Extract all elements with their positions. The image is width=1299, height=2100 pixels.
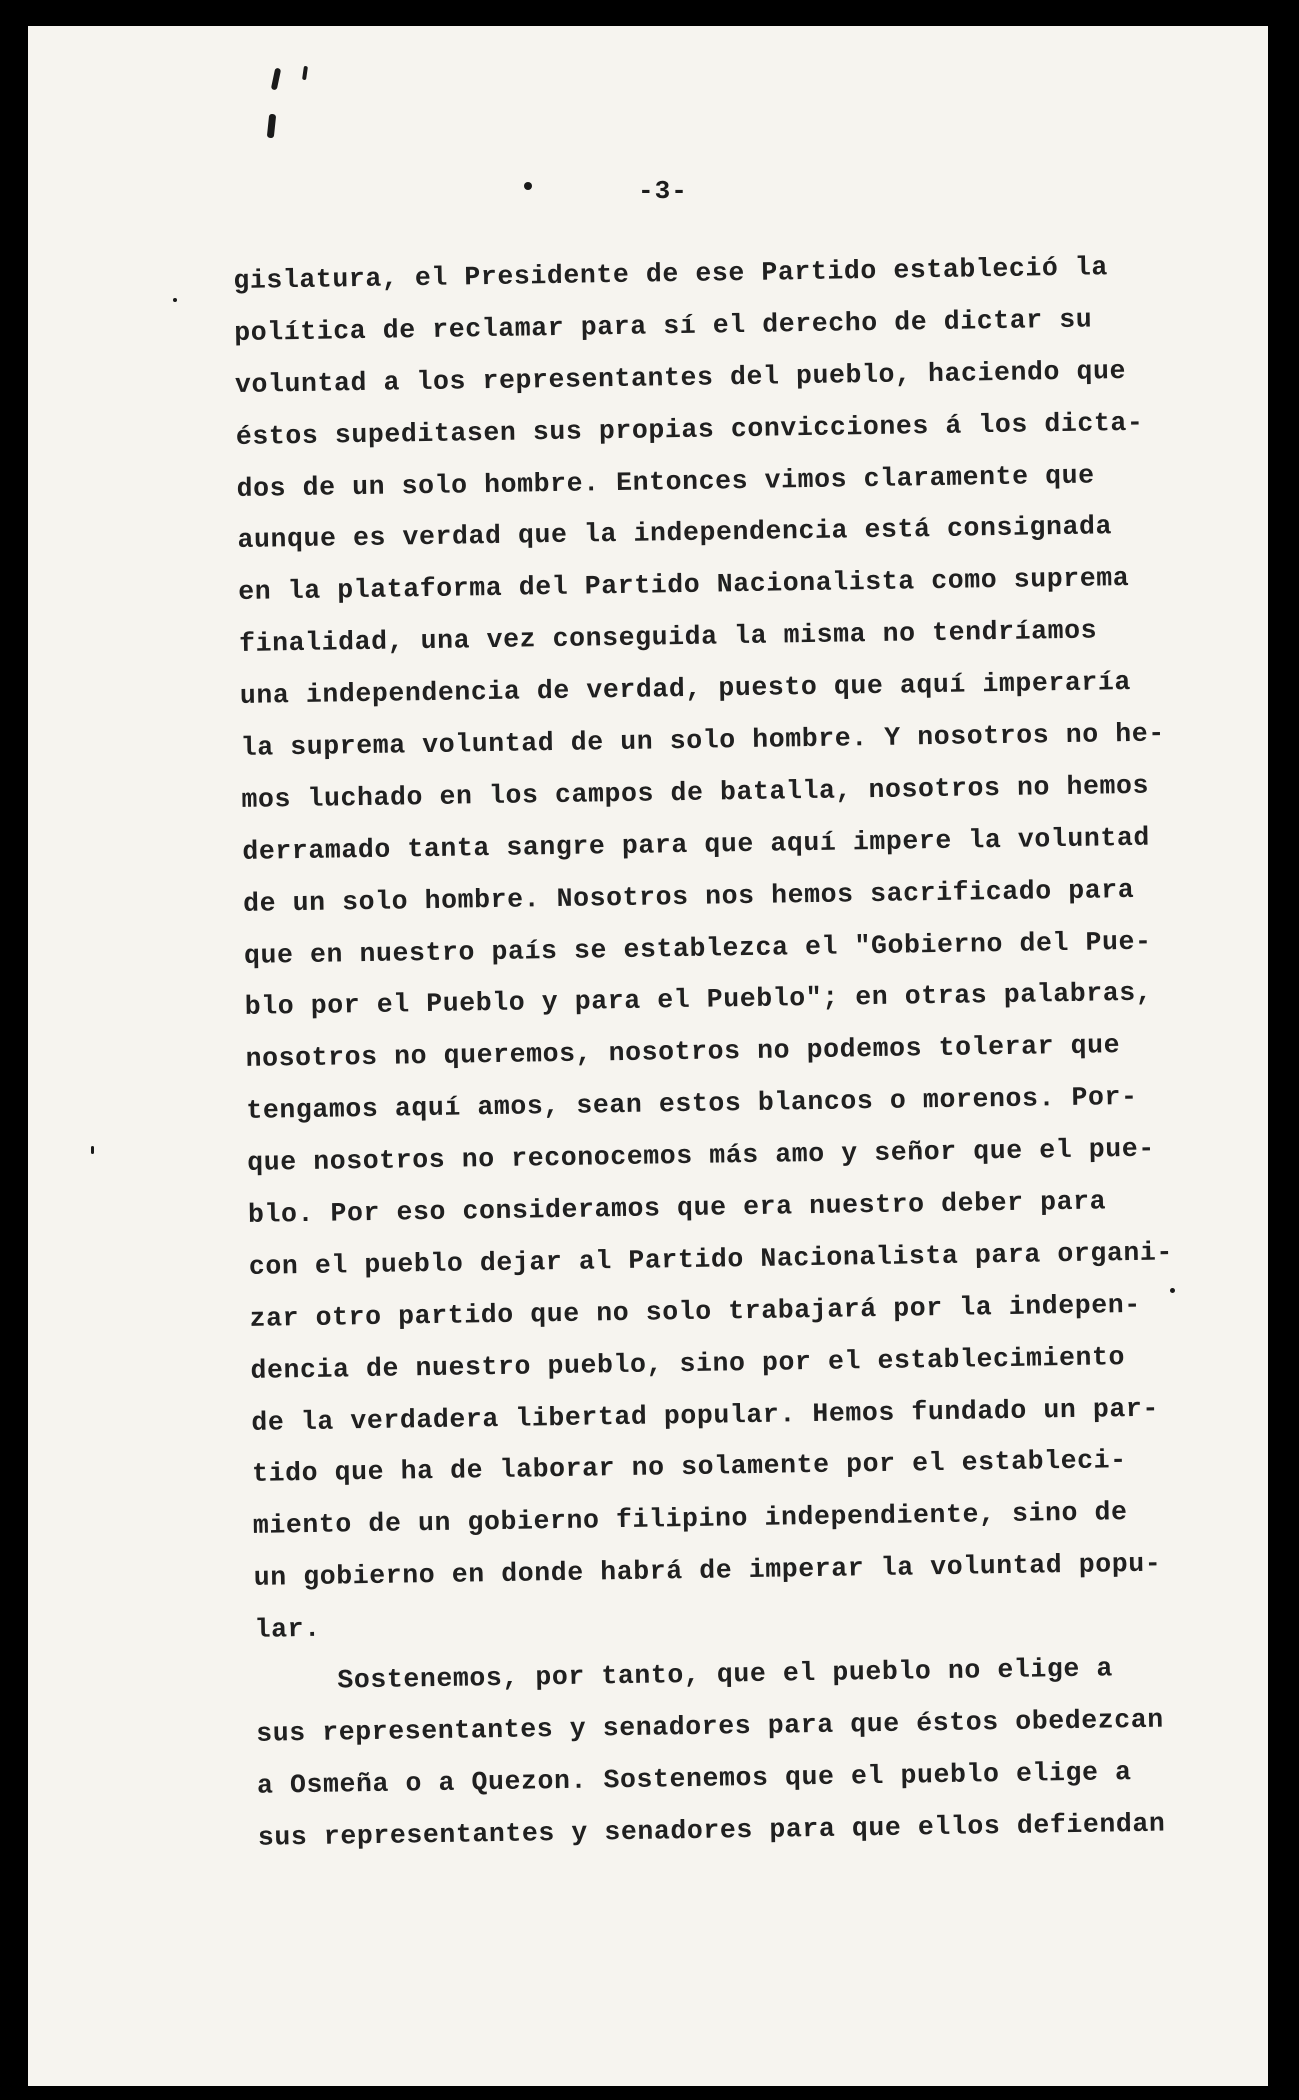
text-line: tido que ha de laborar no solamente por el estableci- bbox=[251, 1445, 1127, 1490]
page-number: -3- bbox=[638, 176, 688, 206]
text-line: dencia de nuestro pueblo, sino por el establecimiento bbox=[250, 1341, 1126, 1386]
text-line: finalidad, una vez conseguida la misma no tendríamos bbox=[238, 615, 1098, 660]
ink-speck bbox=[173, 298, 177, 302]
ink-speck bbox=[267, 114, 276, 139]
text-line: éstos supeditasen sus propias convicciones á los dicta- bbox=[235, 407, 1144, 452]
text-line: Sostenemos, por tanto, que el pueblo no elige a bbox=[337, 1653, 1114, 1696]
text-line: sus representantes y senadores para que ellos defiendan bbox=[257, 1808, 1166, 1853]
text-line: mos luchado en los campos de batalla, nosotros no hemos bbox=[241, 770, 1150, 815]
text-line: derramado tanta sangre para que aquí impere la voluntad bbox=[242, 822, 1151, 867]
text-line: miento de un gobierno filipino independiente, sino de bbox=[252, 1497, 1128, 1542]
ink-speck bbox=[302, 66, 308, 80]
ink-speck bbox=[524, 182, 532, 190]
text-line: en la plataforma del Partido Nacionalista como suprema bbox=[238, 563, 1130, 608]
text-line: la suprema voluntad de un solo hombre. Y nosotros no he- bbox=[240, 718, 1166, 763]
text-line: que en nuestro país se establezca el "Gobierno del Pue- bbox=[243, 926, 1152, 971]
text-line: con el pueblo dejar al Partido Nacionalista para organi- bbox=[248, 1237, 1174, 1282]
text-line: zar otro partido que no solo trabajará por la indepen- bbox=[249, 1289, 1141, 1334]
text-line: política de reclamar para sí el derecho de dictar su bbox=[233, 304, 1093, 348]
text-line: de un solo hombre. Nosotros nos hemos sacrificado para bbox=[242, 874, 1135, 919]
text-line: aunque es verdad que la independencia está consignada bbox=[237, 511, 1113, 556]
document-page bbox=[28, 26, 1268, 2086]
text-line: sus representantes y senadores para que éstos obedezcan bbox=[255, 1704, 1164, 1749]
ink-speck bbox=[271, 68, 281, 91]
text-line: lar. bbox=[254, 1613, 321, 1645]
text-line: voluntad a los representantes del pueblo, haciendo que bbox=[234, 355, 1127, 400]
text-line: dos de un solo hombre. Entonces vimos claramente que bbox=[236, 460, 1095, 504]
text-line: una independencia de verdad, puesto que aquí imperaría bbox=[239, 667, 1132, 712]
text-line: blo. Por eso consideramos que era nuestro deber para bbox=[247, 1186, 1107, 1230]
text-line: de la verdadera libertad popular. Hemos fundado un par- bbox=[251, 1393, 1160, 1438]
text-line: nosotros no queremos, nosotros no podemos tolerar que bbox=[245, 1030, 1121, 1075]
text-line: blo por el Pueblo y para el Pueblo"; en otras palabras, bbox=[244, 978, 1153, 1023]
text-line: que nosotros no reconocemos más amo y señor que el pue- bbox=[247, 1133, 1156, 1179]
typewritten-text bbox=[233, 241, 1198, 1864]
text-line: tengamos aquí amos, sean estos blancos o morenos. Por- bbox=[246, 1082, 1138, 1127]
ink-speck bbox=[91, 1146, 94, 1154]
text-line: a Osmeña o a Quezon. Sostenemos que el pueblo elige a bbox=[256, 1756, 1132, 1801]
text-line: un gobierno en donde habrá de imperar la voluntad popu- bbox=[253, 1548, 1162, 1594]
text-line: gislatura, el Presidente de ese Partido estableció la bbox=[233, 252, 1109, 296]
